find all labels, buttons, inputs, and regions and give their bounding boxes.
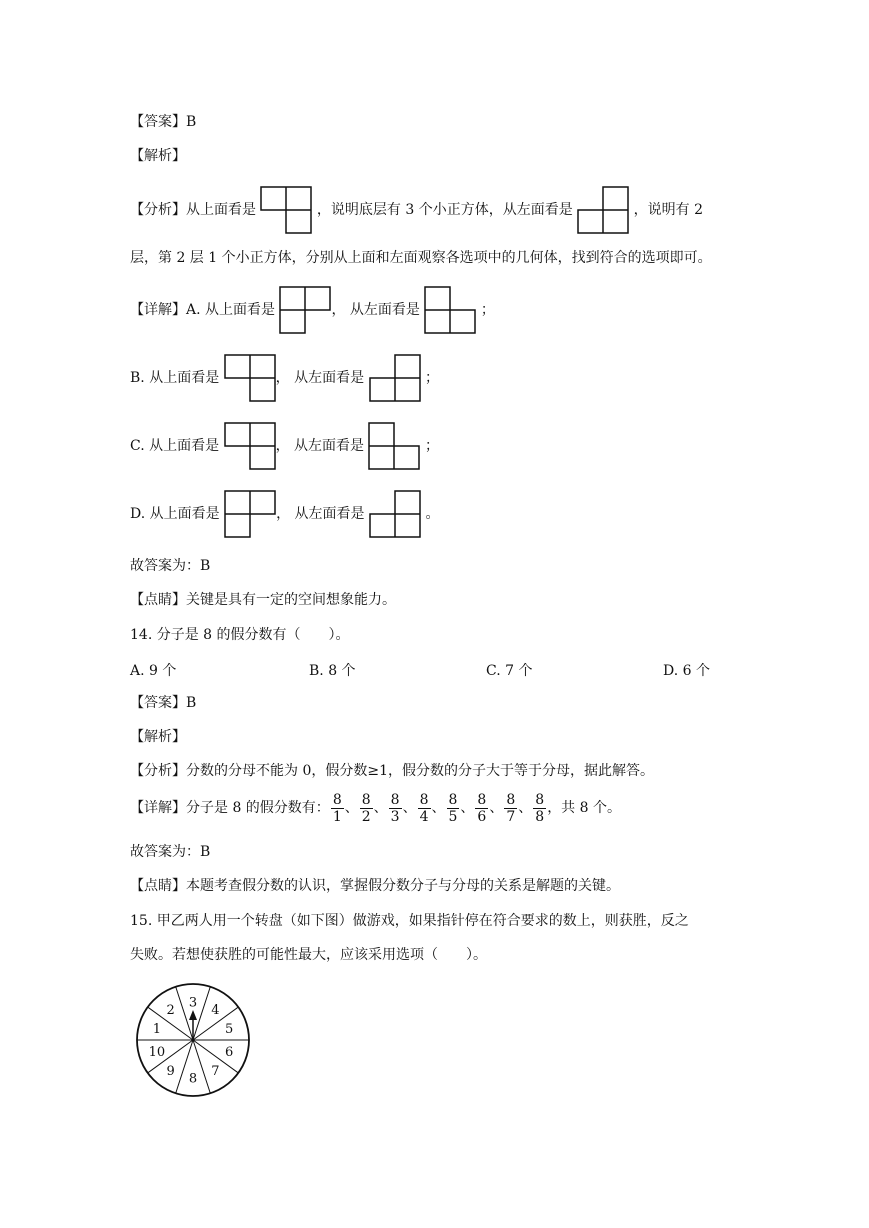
option-a-left-view bbox=[424, 286, 476, 334]
fraction bbox=[360, 792, 373, 825]
q13-detail-c: C. 从上面看是 ， 从左面看是 ； bbox=[130, 422, 439, 470]
fraction-denominator: 6 bbox=[477, 808, 487, 825]
q13-analysis: 【分析】从上面看是 ，说明底层有 3 个小正方体，从左面看是 ，说明有 2 bbox=[130, 186, 703, 234]
left-view-diagram bbox=[577, 186, 629, 234]
fraction-denominator: 4 bbox=[419, 808, 429, 825]
fraction-denominator: 3 bbox=[390, 808, 400, 825]
spinner-number: 1 bbox=[152, 1021, 162, 1037]
q13-comment: 【点睛】关键是具有一定的空间想象能力。 bbox=[130, 592, 396, 608]
fraction bbox=[418, 792, 431, 825]
q13-answer: 【答案】B bbox=[130, 114, 197, 130]
option-c-top-view bbox=[224, 422, 276, 470]
spinner-number: 4 bbox=[211, 1002, 220, 1018]
spinner-number: 3 bbox=[188, 995, 198, 1011]
arrow-icon bbox=[189, 1010, 197, 1040]
spinner-number: 8 bbox=[188, 1071, 198, 1087]
spinner-number: 9 bbox=[166, 1064, 175, 1080]
q13-analysis-heading: 【解析】 bbox=[130, 148, 186, 164]
fraction-numerator: 8 bbox=[332, 791, 342, 808]
spinner-number: 5 bbox=[224, 1021, 234, 1037]
fraction-denominator: 7 bbox=[506, 808, 516, 825]
fraction-denominator: 2 bbox=[361, 808, 371, 825]
q13-conclusion: 故答案为：B bbox=[130, 558, 211, 574]
spinner-number: 2 bbox=[166, 1002, 175, 1018]
q14-conclusion: 故答案为：B bbox=[130, 844, 211, 860]
option-b-top-view bbox=[224, 354, 276, 402]
fraction-numerator: 8 bbox=[477, 791, 487, 808]
fraction-denominator: 5 bbox=[448, 808, 458, 825]
fraction bbox=[331, 792, 344, 825]
spinner-number: 10 bbox=[148, 1045, 166, 1061]
fraction-numerator: 8 bbox=[390, 791, 400, 808]
q15-line2: 失败。若想使获胜的可能性最大，应该采用选项（ ）。 bbox=[130, 947, 487, 963]
fraction-separator: 、 bbox=[489, 800, 504, 816]
fraction-numerator: 8 bbox=[448, 791, 458, 808]
top-view-diagram bbox=[260, 186, 312, 234]
fraction bbox=[447, 792, 460, 825]
q14-analysis: 【分析】分数的分母不能为 0，假分数≥1，假分数的分子大于等于分母，据此解答。 bbox=[130, 763, 654, 779]
option-d-top-view bbox=[224, 490, 276, 538]
fraction-numerator: 8 bbox=[361, 791, 371, 808]
q14-choice-a: A. 9 个 bbox=[130, 663, 177, 679]
fraction-separator: 、 bbox=[402, 800, 417, 816]
q14-choice-c: C. 7 个 bbox=[486, 663, 533, 679]
q13-detail-d: D. 从上面看是 ， 从左面看是 。 bbox=[130, 490, 439, 538]
fraction-separator: 、 bbox=[344, 800, 359, 816]
fraction-separator: 、 bbox=[518, 800, 533, 816]
fraction bbox=[389, 792, 402, 825]
fraction-numerator: 8 bbox=[535, 791, 545, 808]
fraction-list bbox=[330, 791, 547, 825]
q14-choice-b: B. 8 个 bbox=[309, 663, 356, 679]
fraction-separator: 、 bbox=[373, 800, 388, 816]
fraction bbox=[504, 792, 517, 825]
q14-choice-d: D. 6 个 bbox=[663, 663, 710, 679]
option-c-left-view bbox=[368, 422, 420, 470]
fraction-denominator: 1 bbox=[332, 808, 342, 825]
q14-detail: 【详解】分子是 8 的假分数有： $\frac{8}{1}$ 、 $\frac{8}{2}$ 、 $\frac{8}{3}$ 、 $\frac{8}{4}$ 、 $\frac{8}{5}$ 、 $\frac{8}{6}$ 、 $\frac{8}{7}$ 、 $\frac{8}{8}$ ，共 8 个。 bbox=[130, 786, 621, 830]
fraction-numerator: 8 bbox=[419, 791, 429, 808]
spinner-wheel bbox=[133, 980, 253, 1100]
q15-line1: 15. 甲乙两人用一个转盘（如下图）做游戏，如果指针停在符合要求的数上，则获胜，反之 bbox=[130, 913, 689, 929]
fraction-denominator: 8 bbox=[535, 808, 545, 825]
option-b-left-view bbox=[369, 354, 421, 402]
fraction-numerator: 8 bbox=[506, 791, 516, 808]
spinner-number: 7 bbox=[211, 1064, 220, 1080]
q14-analysis-heading: 【解析】 bbox=[130, 729, 186, 745]
fraction-separator: 、 bbox=[431, 800, 446, 816]
q13-detail-b: B. 从上面看是 ， 从左面看是 ； bbox=[130, 354, 439, 402]
spinner-number: 6 bbox=[224, 1045, 234, 1061]
q14-answer: 【答案】B bbox=[130, 695, 197, 711]
fraction bbox=[533, 792, 546, 825]
q13-detail-a: 【详解】A. 从上面看是 ， 从左面看是 ； bbox=[130, 286, 495, 334]
option-d-left-view bbox=[369, 490, 421, 538]
q14-comment: 【点睛】本题考查假分数的认识，掌握假分数分子与分母的关系是解题的关键。 bbox=[130, 878, 620, 894]
fraction-separator: 、 bbox=[460, 800, 475, 816]
q14-question: 14. 分子是 8 的假分数有（ ）。 bbox=[130, 627, 350, 643]
fraction bbox=[475, 792, 488, 825]
option-a-top-view bbox=[279, 286, 331, 334]
q13-analysis-line2: 层，第 2 层 1 个小正方体，分别从上面和左面观察各选项中的几何体，找到符合的选项即可。 bbox=[130, 250, 712, 266]
